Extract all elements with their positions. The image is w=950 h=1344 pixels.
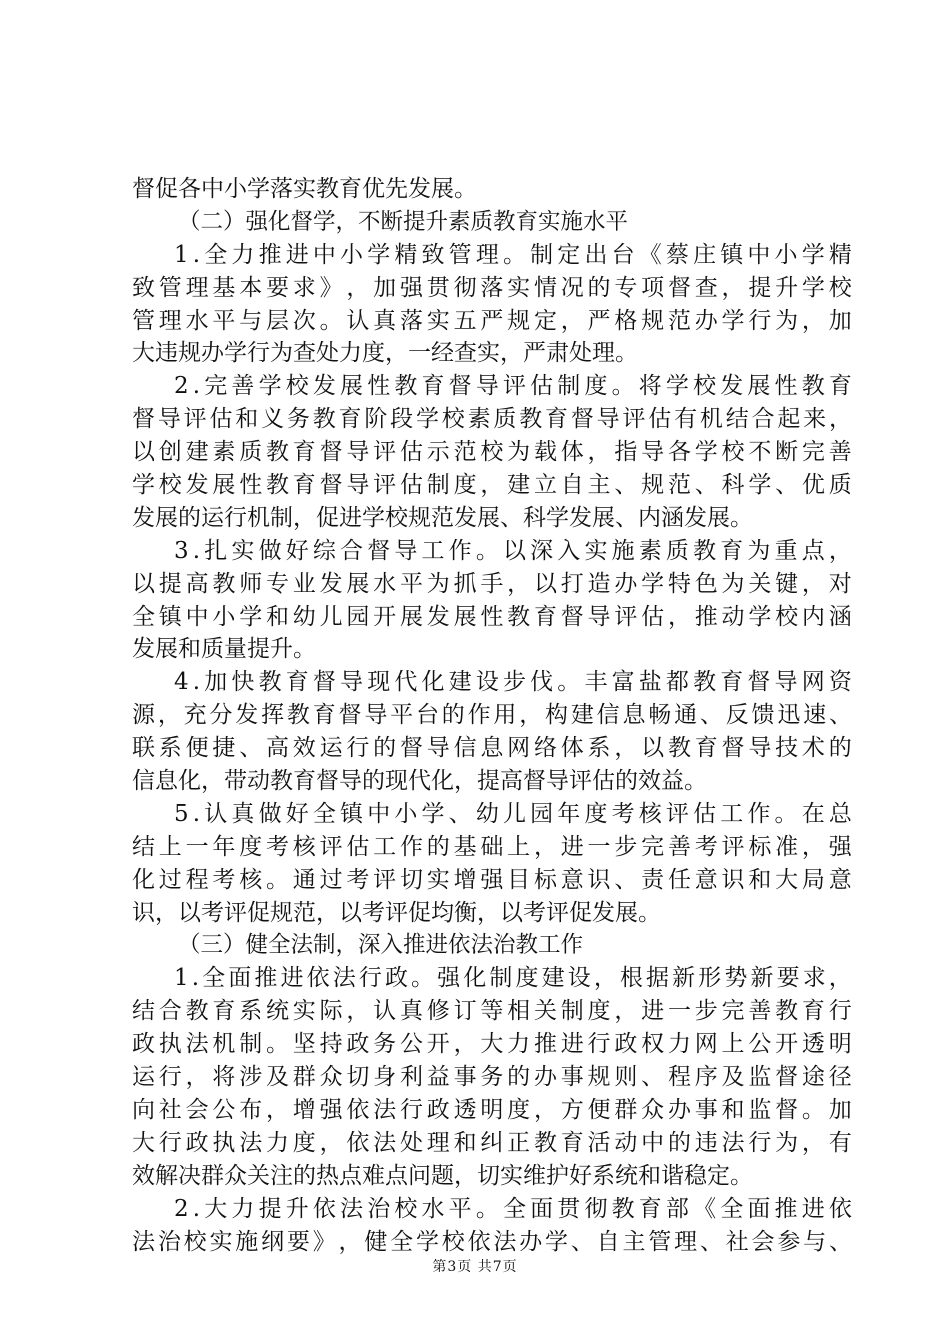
page-footer: 第3页 共7页	[432, 1259, 518, 1275]
text-line: 联 系 便 捷 、 高 效 运 行 的 督 导 信 息 网 络 体 系 ， 以 教 育 督 导 技 术 的	[132, 735, 852, 762]
text-line: 督促各中小学落实教育优先发展。	[132, 176, 477, 202]
section-heading: （二）强化督学，不断提升素质教育实施水平	[178, 208, 629, 235]
text-line: 政 执 法 机 制 。 坚 持 政 务 公 开 ， 大 力 推 进 行 政 权 力 网 上 公 开 透 明	[132, 1031, 852, 1058]
text-line: 发展的运行机制，促进学校规范发展、科学发展、内涵发展。	[132, 504, 753, 531]
text-line: 识，以考评促规范，以考评促均衡，以考评促发展。	[132, 899, 661, 926]
text-line: 结 上 一 年 度 考 核 评 估 工 作 的 基 础 上 ， 进 一 步 完 善 考 评 标 准 ， 强	[132, 833, 852, 860]
text-line: 1 . 全 面 推 进 依 法 行 政 。 强 化 制 度 建 设 ， 根 据 新 形 势 新 要 求 ，	[174, 965, 852, 992]
text-line: 法 治 校 实 施 纲 要 》 ， 健 全 学 校 依 法 办 学 、 自 主 管 理 、 社 会 参 与 、	[132, 1228, 852, 1255]
text-line: 信息化，带动教育督导的现代化，提高督导评估的效益。	[132, 768, 707, 795]
text-line: 发展和质量提升。	[132, 636, 316, 663]
text-line: 以 创 建 素 质 教 育 督 导 评 估 示 范 校 为 载 体 ， 指 导 各 学 校 不 断 完 善	[132, 439, 852, 466]
text-line: 2 . 大 力 提 升 依 法 治 校 水 平 。 全 面 贯 彻 教 育 部 《 全 面 推 进 依	[174, 1195, 852, 1222]
text-line: 结 合 教 育 系 统 实 际 ， 认 真 修 订 等 相 关 制 度 ， 进 一 步 完 善 教 育 行	[132, 998, 852, 1025]
text-line: 大 行 政 执 法 力 度 ， 依 法 处 理 和 纠 正 教 育 活 动 中 的 违 法 行 为 ， 有	[132, 1129, 852, 1156]
text-line: 学 校 发 展 性 教 育 督 导 评 估 制 度 ， 建 立 自 主 、 规 范 、 科 学 、 优 质	[132, 472, 852, 499]
text-line: 化 过 程 考 核 。 通 过 考 评 切 实 增 强 目 标 意 识 、 责 任 意 识 和 大 局 意	[132, 866, 852, 893]
section-heading: （三）健全法制，深入推进依法治教工作	[178, 932, 584, 959]
text-line: 向 社 会 公 布 ， 增 强 依 法 行 政 透 明 度 ， 方 便 群 众 办 事 和 监 督 。 加	[132, 1096, 852, 1123]
text-line: 管 理 水 平 与 层 次 。 认 真 落 实 五 严 规 定 ， 严 格 规 范 办 学 行 为 ， 加	[132, 307, 852, 334]
text-line: 大违规办学行为查处力度，一经查实，严肃处理。	[132, 340, 638, 367]
text-line: 1 . 全 力 推 进 中 小 学 精 致 管 理 。 制 定 出 台 《 蔡 庄 镇 中 小 学 精	[174, 241, 852, 268]
text-line: 5 . 认 真 做 好 全 镇 中 小 学 、 幼 儿 园 年 度 考 核 评 估 工 作 。 在 总	[174, 800, 852, 827]
text-line: 全 镇 中 小 学 和 幼 儿 园 开 展 发 展 性 教 育 督 导 评 估 ， 推 动 学 校 内 涵	[132, 603, 852, 630]
document-body	[132, 173, 852, 1258]
text-line: 运 行 ， 将 涉 及 群 众 切 身 利 益 事 务 的 办 事 规 则 、 程 序 及 监 督 途 径	[132, 1064, 852, 1091]
text-line: 4 . 加 快 教 育 督 导 现 代 化 建 设 步 伐 。 丰 富 盐 都 教 育 督 导 网 资	[174, 669, 852, 696]
text-line: 效解决群众关注的热点难点问题，切实维护好系统和谐稳定。	[132, 1162, 753, 1189]
text-line: 2 . 完 善 学 校 发 展 性 教 育 督 导 评 估 制 度 。 将 学 校 发 展 性 教 育	[174, 373, 852, 400]
text-line: 督 导 评 估 和 义 务 教 育 阶 段 学 校 素 质 教 育 督 导 评 估 有 机 结 合 起 来 ，	[132, 406, 852, 433]
text-line: 以 提 高 教 师 专 业 发 展 水 平 为 抓 手 ， 以 打 造 办 学 特 色 为 关 键 ， 对	[132, 570, 852, 597]
text-line: 源 ， 充 分 发 挥 教 育 督 导 平 台 的 作 用 ， 构 建 信 息 畅 通 、 反 馈 迅 速 、	[132, 702, 852, 729]
text-line: 3 . 扎 实 做 好 综 合 督 导 工 作 。 以 深 入 实 施 素 质 教 育 为 重 点 ，	[174, 537, 852, 564]
text-line: 致 管 理 基 本 要 求 》 ， 加 强 贯 彻 落 实 情 况 的 专 项 督 查 ， 提 升 学 校	[132, 274, 852, 301]
